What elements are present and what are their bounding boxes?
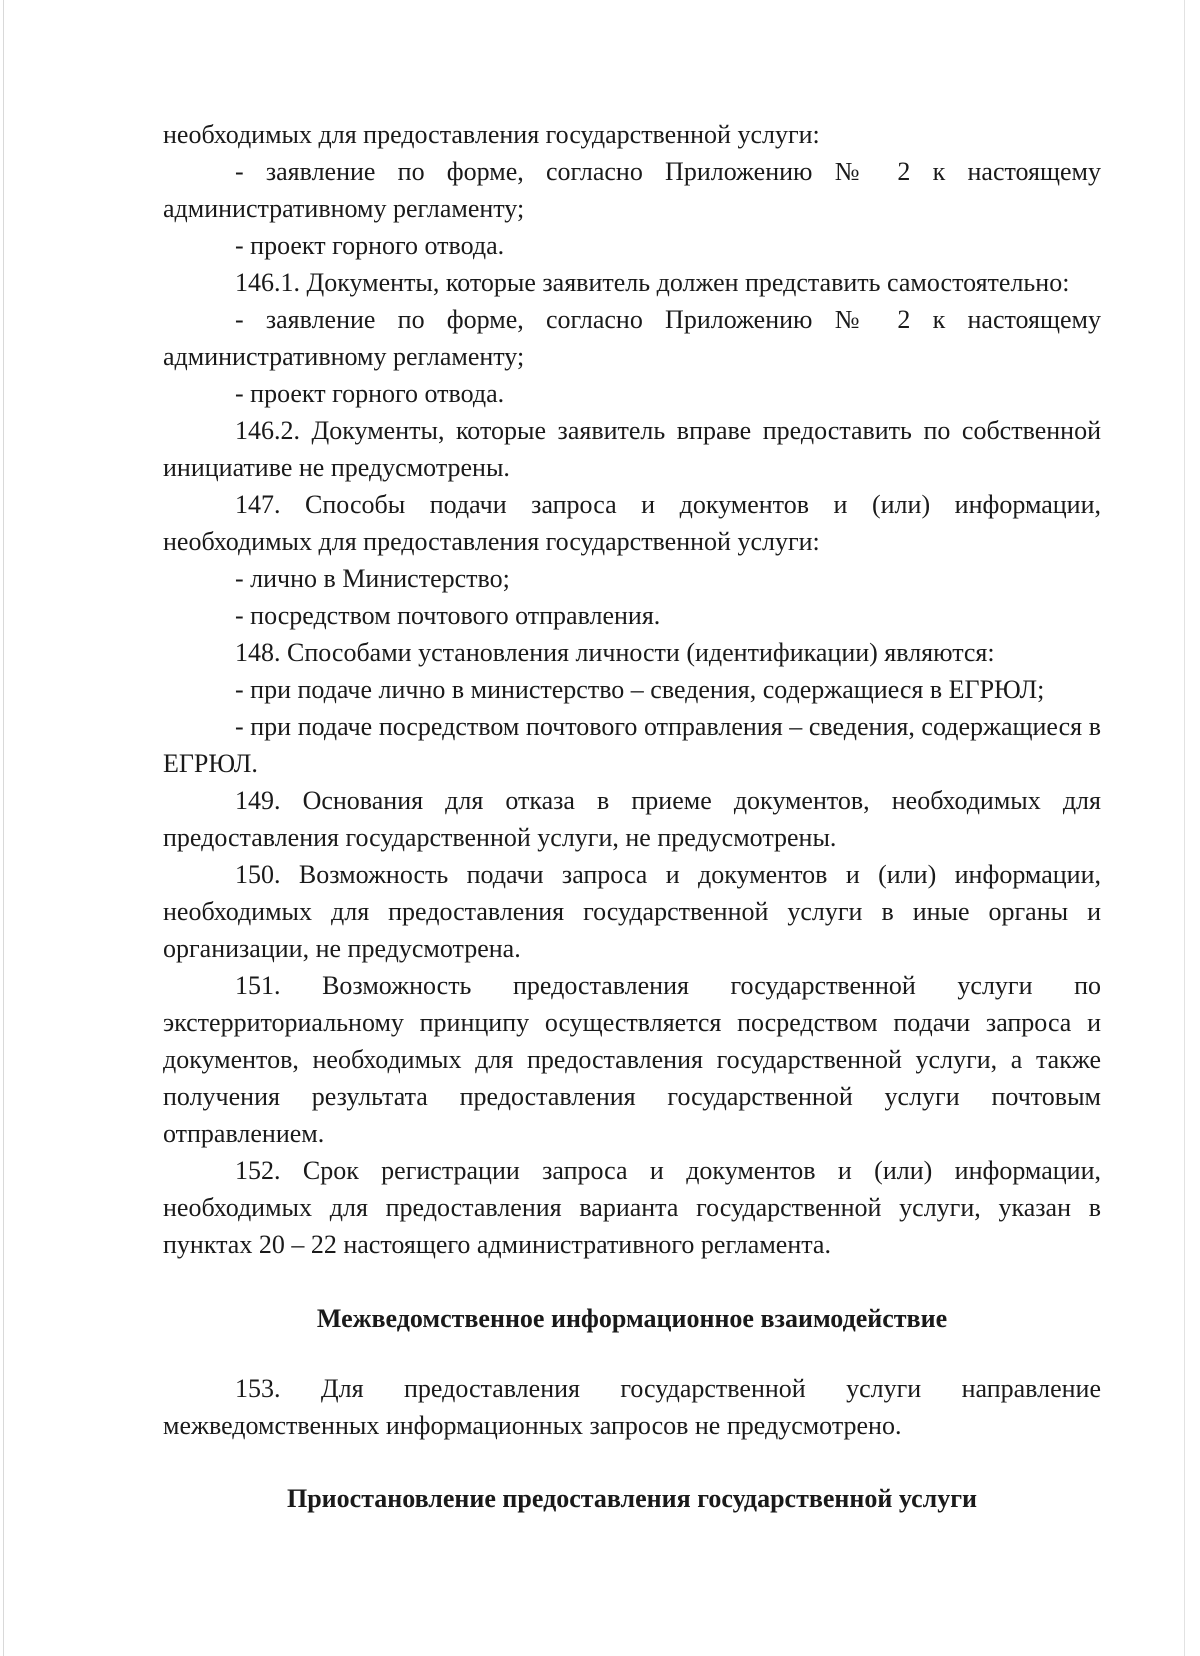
paragraph-146-2: 146.2. Документы, которые заявитель вправе предоставить по собственной инициативе не предусмотрены. xyxy=(163,416,1101,482)
paragraph-150: 150. Возможность подачи запроса и документов и (или) информации, необходимых для предоставления государственной услуги в иные органы и организации, не предусмотрена. xyxy=(163,860,1101,963)
paragraph-149: 149. Основания для отказа в приеме документов, необходимых для предоставления государственной услуги, не предусмотрены. xyxy=(163,786,1101,852)
list-item-mining-project: - проект горного отвода. xyxy=(235,379,505,408)
section-heading-interagency: Межведомственное информационное взаимодействие xyxy=(316,1304,948,1333)
paragraph-147: 147. Способы подачи запроса и документов и (или) информации, необходимых для предоставления государственной услуги: xyxy=(163,490,1101,556)
list-item-in-person: - лично в Министерство; xyxy=(235,564,510,593)
section-heading-suspension: Приостановление предоставления государственной услуги xyxy=(286,1484,977,1513)
paragraph-146-1: 146.1. Документы, которые заявитель должен представить самостоятельно: xyxy=(235,268,1070,297)
paragraph-148: 148. Способами установления личности (идентификации) являются: xyxy=(235,638,995,667)
paragraph-151: 151. Возможность предоставления государственной услуги по экстерриториальному принципу осуществляется посредством подачи запроса и документов, необходимых для предоставления государственной услуги, а также получения результата предоставления государственной услуги почтовым отправлением. xyxy=(163,971,1101,1148)
scan-edge-left xyxy=(3,0,4,1656)
paragraph-152: 152. Срок регистрации запроса и документов и (или) информации, необходимых для предоставления варианта государственной услуги, указан в пунктах 20 – 22 настоящего административного регламента. xyxy=(163,1156,1101,1259)
paragraph-continuation: необходимых для предоставления государственной услуги: xyxy=(163,120,820,149)
list-item-application-form: - заявление по форме, согласно Приложению № 2 к настоящему административному регламенту; xyxy=(163,305,1101,371)
scan-edge-right xyxy=(1184,0,1185,1656)
list-item-identification-in-person: - при подаче лично в министерство – сведения, содержащиеся в ЕГРЮЛ; xyxy=(235,675,1045,704)
list-item-mining-project: - проект горного отвода. xyxy=(235,231,505,260)
list-item-by-post: - посредством почтового отправления. xyxy=(235,601,661,630)
list-item-identification-by-post: - при подаче посредством почтового отправления – сведения, содержащиеся в ЕГРЮЛ. xyxy=(163,712,1101,778)
document-body xyxy=(163,116,1101,1517)
paragraph-153: 153. Для предоставления государственной услуги направление межведомственных информационных запросов не предусмотрено. xyxy=(163,1374,1101,1440)
list-item-application-form: - заявление по форме, согласно Приложению № 2 к настоящему административному регламенту; xyxy=(163,157,1101,223)
